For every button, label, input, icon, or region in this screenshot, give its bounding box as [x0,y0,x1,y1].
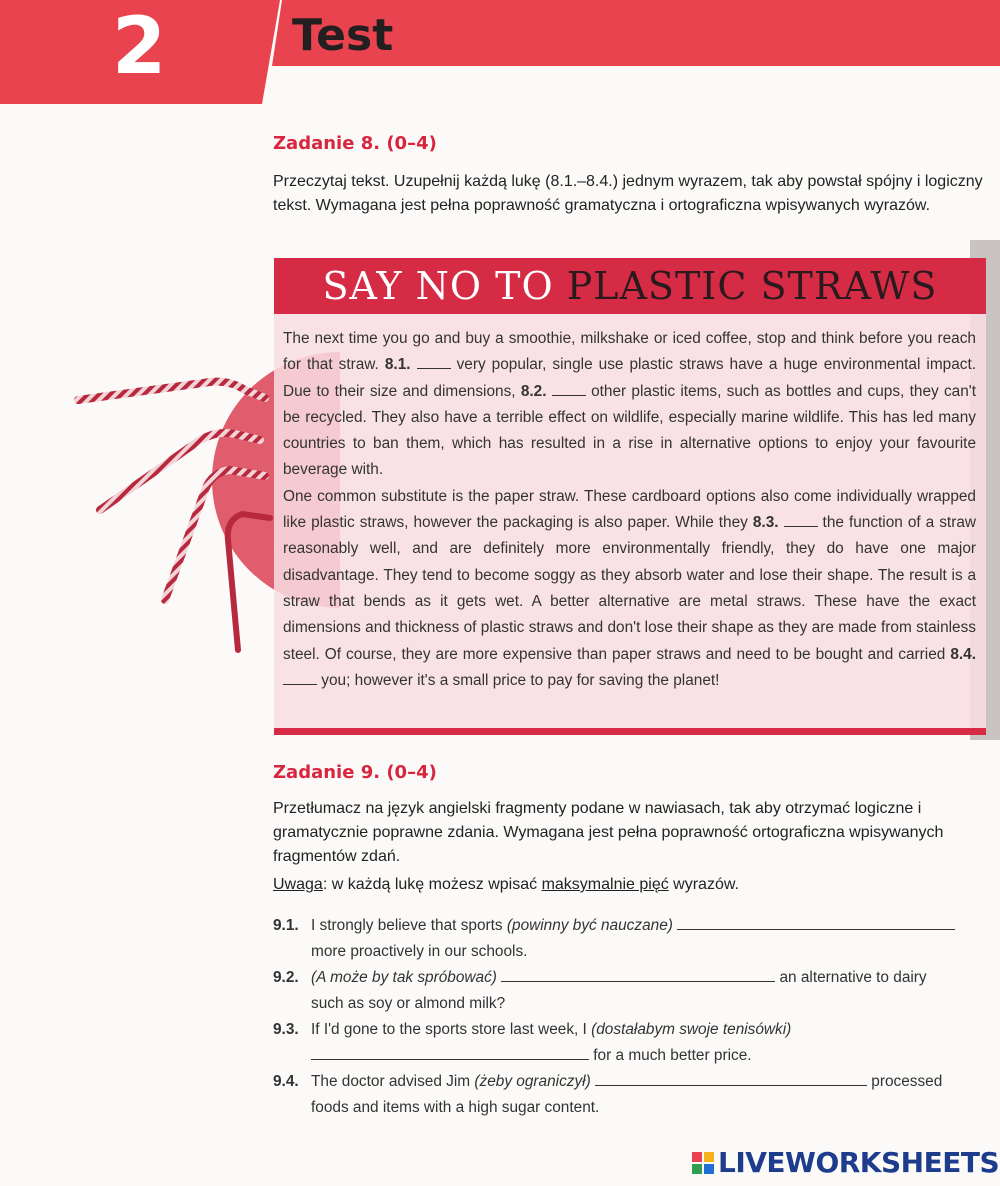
task8-title: Zadanie 8. (0–4) [273,133,437,154]
article-title: SAY NO TO PLASTIC STRAWS [322,264,938,308]
straw-1 [78,382,265,400]
article-banner [274,258,986,314]
answer-9-4[interactable] [595,1071,867,1086]
answer-9-2[interactable] [501,967,775,982]
task9-note: Uwaga: w każdą lukę możesz wpisać maksymalnie pięć wyrazów. [273,876,739,893]
gap-8-2[interactable] [552,383,586,396]
answer-9-1[interactable] [677,915,955,930]
answer-9-3[interactable] [311,1045,589,1060]
logo-icon [692,1152,714,1174]
article-paragraph-2: One common substitute is the paper straw. These cardboard options also come individually wrapped like plastic straws, however the packaging is also paper. While they 8.3. the function of a straw reasonably well, and are definitely more environmentally friendly, they do have one major disadvantage. They tend to become soggy as they absorb water and lose their shape. The result is a straw that bends as it gets wet. A better alternative are metal straws. These have the exact dimensions and thickness of plastic straws and don't lose their shape as they are made from stainless steel. Of course, they are more expensive than paper straws and need to be bought and carried 8.4. you; however it's a small price to pay for saving the planet! [283,487,976,689]
unit-number: 2 [112,2,165,92]
task9-instructions: Przetłumacz na język angielski fragmenty podane w nawiasach, tak aby otrzymać logiczne i gramatycznie poprawne zdania. Wymagana jest pełna poprawność ortograficzna wpisywanych fragmentów zdań. [273,800,944,865]
unit-title: Test [292,10,394,61]
gap-8-4[interactable] [283,672,317,685]
task8-instructions: Przeczytaj tekst. Uzupełnij każdą lukę (8.1.–8.4.) jednym wyrazem, tak aby powstał spójny i logiczny tekst. Wymagana jest pełna poprawność gramatyczna i ortograficzna wpisywanych wyrazów. [273,173,983,214]
gap-8-1[interactable] [417,356,451,369]
task9-item-3: 9.3. If I'd gone to the sports store last week, I (dostałabym swoje tenisówki) for a much better price. [273,1021,792,1064]
liveworksheets-logo: LIVEWORKSHEETS [692,1146,999,1179]
article-paragraph-1: The next time you go and buy a smoothie, milkshake or iced coffee, stop and think before you reach for that straw. 8.1. very popular, single use plastic straws have a huge environmental impact. Due to their size and dimensions, 8.2. other plastic items, such as bottles and cups, they can't be recycled. They also have a terrible effect on wildlife, especially marine wildlife. This has led many countries to ban them, which has resulted in a rise in alternative options to enjoy your favourite beverage with. [283,330,977,479]
article-bottom-rule [274,728,986,735]
task9-title: Zadanie 9. (0–4) [273,762,437,783]
article-body [283,326,976,694]
task9-item-2: 9.2. (A może by tak spróbować) an alternative to dairy such as soy or almond milk? [273,969,927,1012]
task9-item-4: 9.4. The doctor advised Jim (żeby ograniczył) processed foods and items with a high sugar content. [273,1073,943,1116]
gap-8-3[interactable] [784,514,818,527]
straw-3 [165,470,265,600]
straws-illustration [70,330,290,670]
straw-4 [228,514,270,650]
task9-item-1: 9.1. I strongly believe that sports (powinny być nauczane) more proactively in our schools. [273,913,985,965]
